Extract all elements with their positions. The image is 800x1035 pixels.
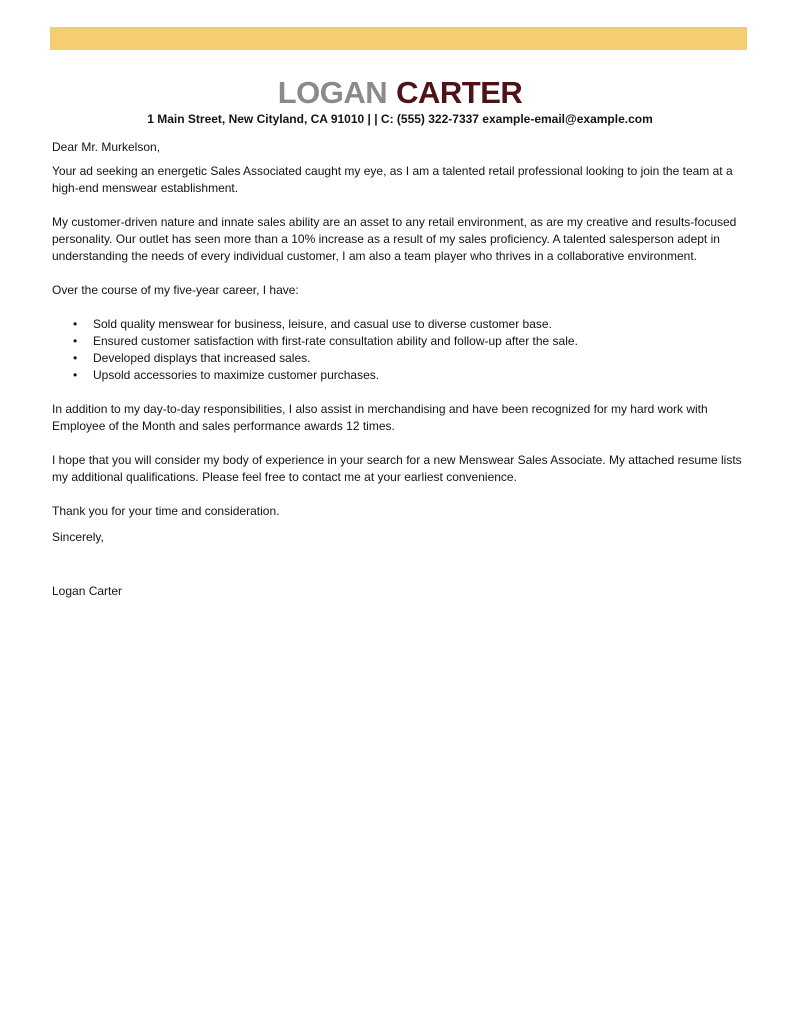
salutation: Dear Mr. Murkelson, bbox=[52, 140, 161, 154]
signature-name: Logan Carter bbox=[52, 584, 123, 598]
last-name: CARTER bbox=[396, 75, 523, 110]
first-name: LOGAN bbox=[277, 75, 388, 110]
list-item: • Upsold accessories to maximize customer purchases. bbox=[93, 367, 747, 384]
header-accent-bar bbox=[50, 27, 747, 50]
list-intro: Over the course of my five-year career, I have: bbox=[52, 283, 299, 297]
contact-line: 1 Main Street, New Cityland, CA 91010 | | C: (555) 322-7337 example-email@example.com bbox=[147, 112, 653, 126]
paragraph-opening: Your ad seeking an energetic Sales Associated caught my eye, as I am a talented retail professional looking to join the team at a high-end menswear establishment. bbox=[52, 164, 733, 195]
valediction: Sincerely, bbox=[52, 530, 104, 544]
page-title bbox=[0, 76, 800, 110]
achievement-list bbox=[52, 316, 747, 384]
thanks-line: Thank you for your time and consideration. bbox=[52, 504, 280, 518]
list-item: • Sold quality menswear for business, leisure, and casual use to diverse customer base. bbox=[93, 316, 747, 333]
paragraph-recognition: In addition to my day-to-day responsibilities, I also assist in merchandising and have been recognized for my hard work with Employee of the Month and sales performance awards 12 times. bbox=[52, 402, 708, 433]
list-item: • Developed displays that increased sales. bbox=[93, 350, 747, 367]
letter-body bbox=[52, 139, 747, 600]
paragraph-call-to-action: I hope that you will consider my body of experience in your search for a new Menswear Sales Associate. My attached resume lists my additional qualifications. Please feel free to contact me at your earliest convenience. bbox=[52, 453, 742, 484]
list-item: • Ensured customer satisfaction with first-rate consultation ability and follow-up after the sale. bbox=[93, 333, 747, 350]
paragraph-skills: My customer-driven nature and innate sales ability are an asset to any retail environment, as are my creative and results-focused personality. Our outlet has seen more than a 10% increase as a result of my sales proficiency. A talented salesperson adept in understanding the needs of every individual customer, I am also a team player who thrives in a collaborative environment. bbox=[52, 215, 737, 263]
